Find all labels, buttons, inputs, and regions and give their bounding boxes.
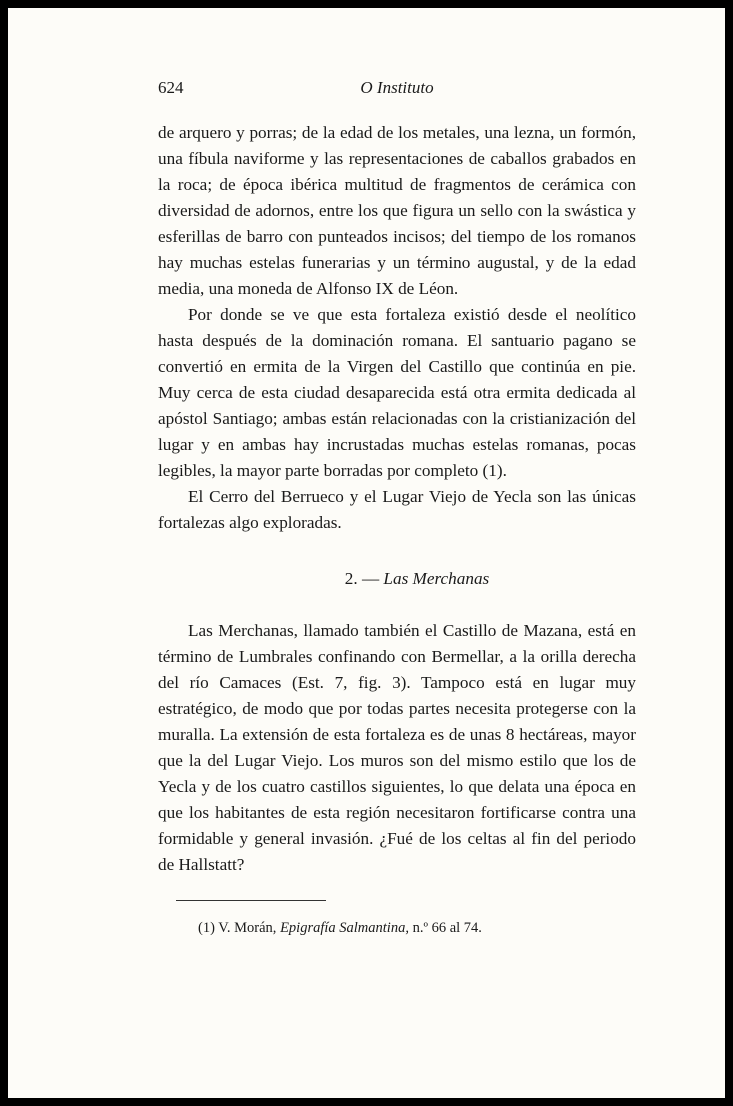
footnote-marker: (1) [198, 920, 215, 936]
paragraph-las-merchanas: Las Merchanas, llamado también el Castillo de Mazana, está en término de Lumbrales confinando con Bermellar, a la orilla derecha del río Camaces (Est. 7, fig. 3). Tampoco está en lugar muy estratégico, de modo que por todas partes necesita protegerse con la muralla. La extensión de esta fortaleza es de unas 8 hectáreas, mayor que la del Lugar Viejo. Los muros son del mismo estilo que los de Yecla y de los cuatro castillos siguientes, lo que delata una época en que los habitantes de esta región necesitaron fortificarse contra una formidable y general invasión. ¿Fué de los celtas al fin del periodo de Hallstatt? [158, 621, 636, 874]
journal-title: O Instituto [360, 78, 434, 97]
body-text [158, 120, 636, 878]
section-title: Las Merchanas [383, 569, 490, 588]
scanned-page [8, 8, 725, 1098]
footnote-divider [176, 900, 326, 901]
footnote-work: Epigrafía Salmantina, [280, 920, 409, 936]
footnote [198, 920, 618, 937]
footnote-reference: n.º 66 al 74. [412, 920, 482, 936]
page-number: 624 [158, 78, 184, 97]
paragraph-fortress-dating: Por donde se ve que esta fortaleza existió desde el neolítico hasta después de la dominación romana. El santuario pagano se convertió en ermita de la Virgen del Castillo que continúa en pie. Muy cerca de esta ciudad desaparecida está otra ermita dedicada al apóstol Santiago; ambas están relacionadas con la cristianización del lugar y en ambas hay incrustadas muchas estelas romanas, pocas legibles, la mayor parte borradas por completo (1). [158, 305, 636, 480]
paragraph-continued: de arquero y porras; de la edad de los metales, una lezna, un formón, una fíbula naviforme y las representaciones de caballos grabados en la roca; de época ibérica multitud de fragmentos de cerámica con diversidad de adornos, entre los que figura un sello con la swástica y esferillas de barro con punteados incisos; del tiempo de los romanos hay muchas estelas funerarias y un término augustal, y de la edad media, una moneda de Alfonso IX de Léon. [158, 123, 636, 298]
footnote-author: V. Morán, [218, 920, 277, 936]
section-number: 2. — [344, 569, 380, 588]
paragraph-explored-fortresses: El Cerro del Berrueco y el Lugar Viejo de Yecla son las únicas fortalezas algo exploradas. [158, 487, 636, 532]
section-heading [158, 566, 636, 592]
running-head [158, 78, 636, 102]
